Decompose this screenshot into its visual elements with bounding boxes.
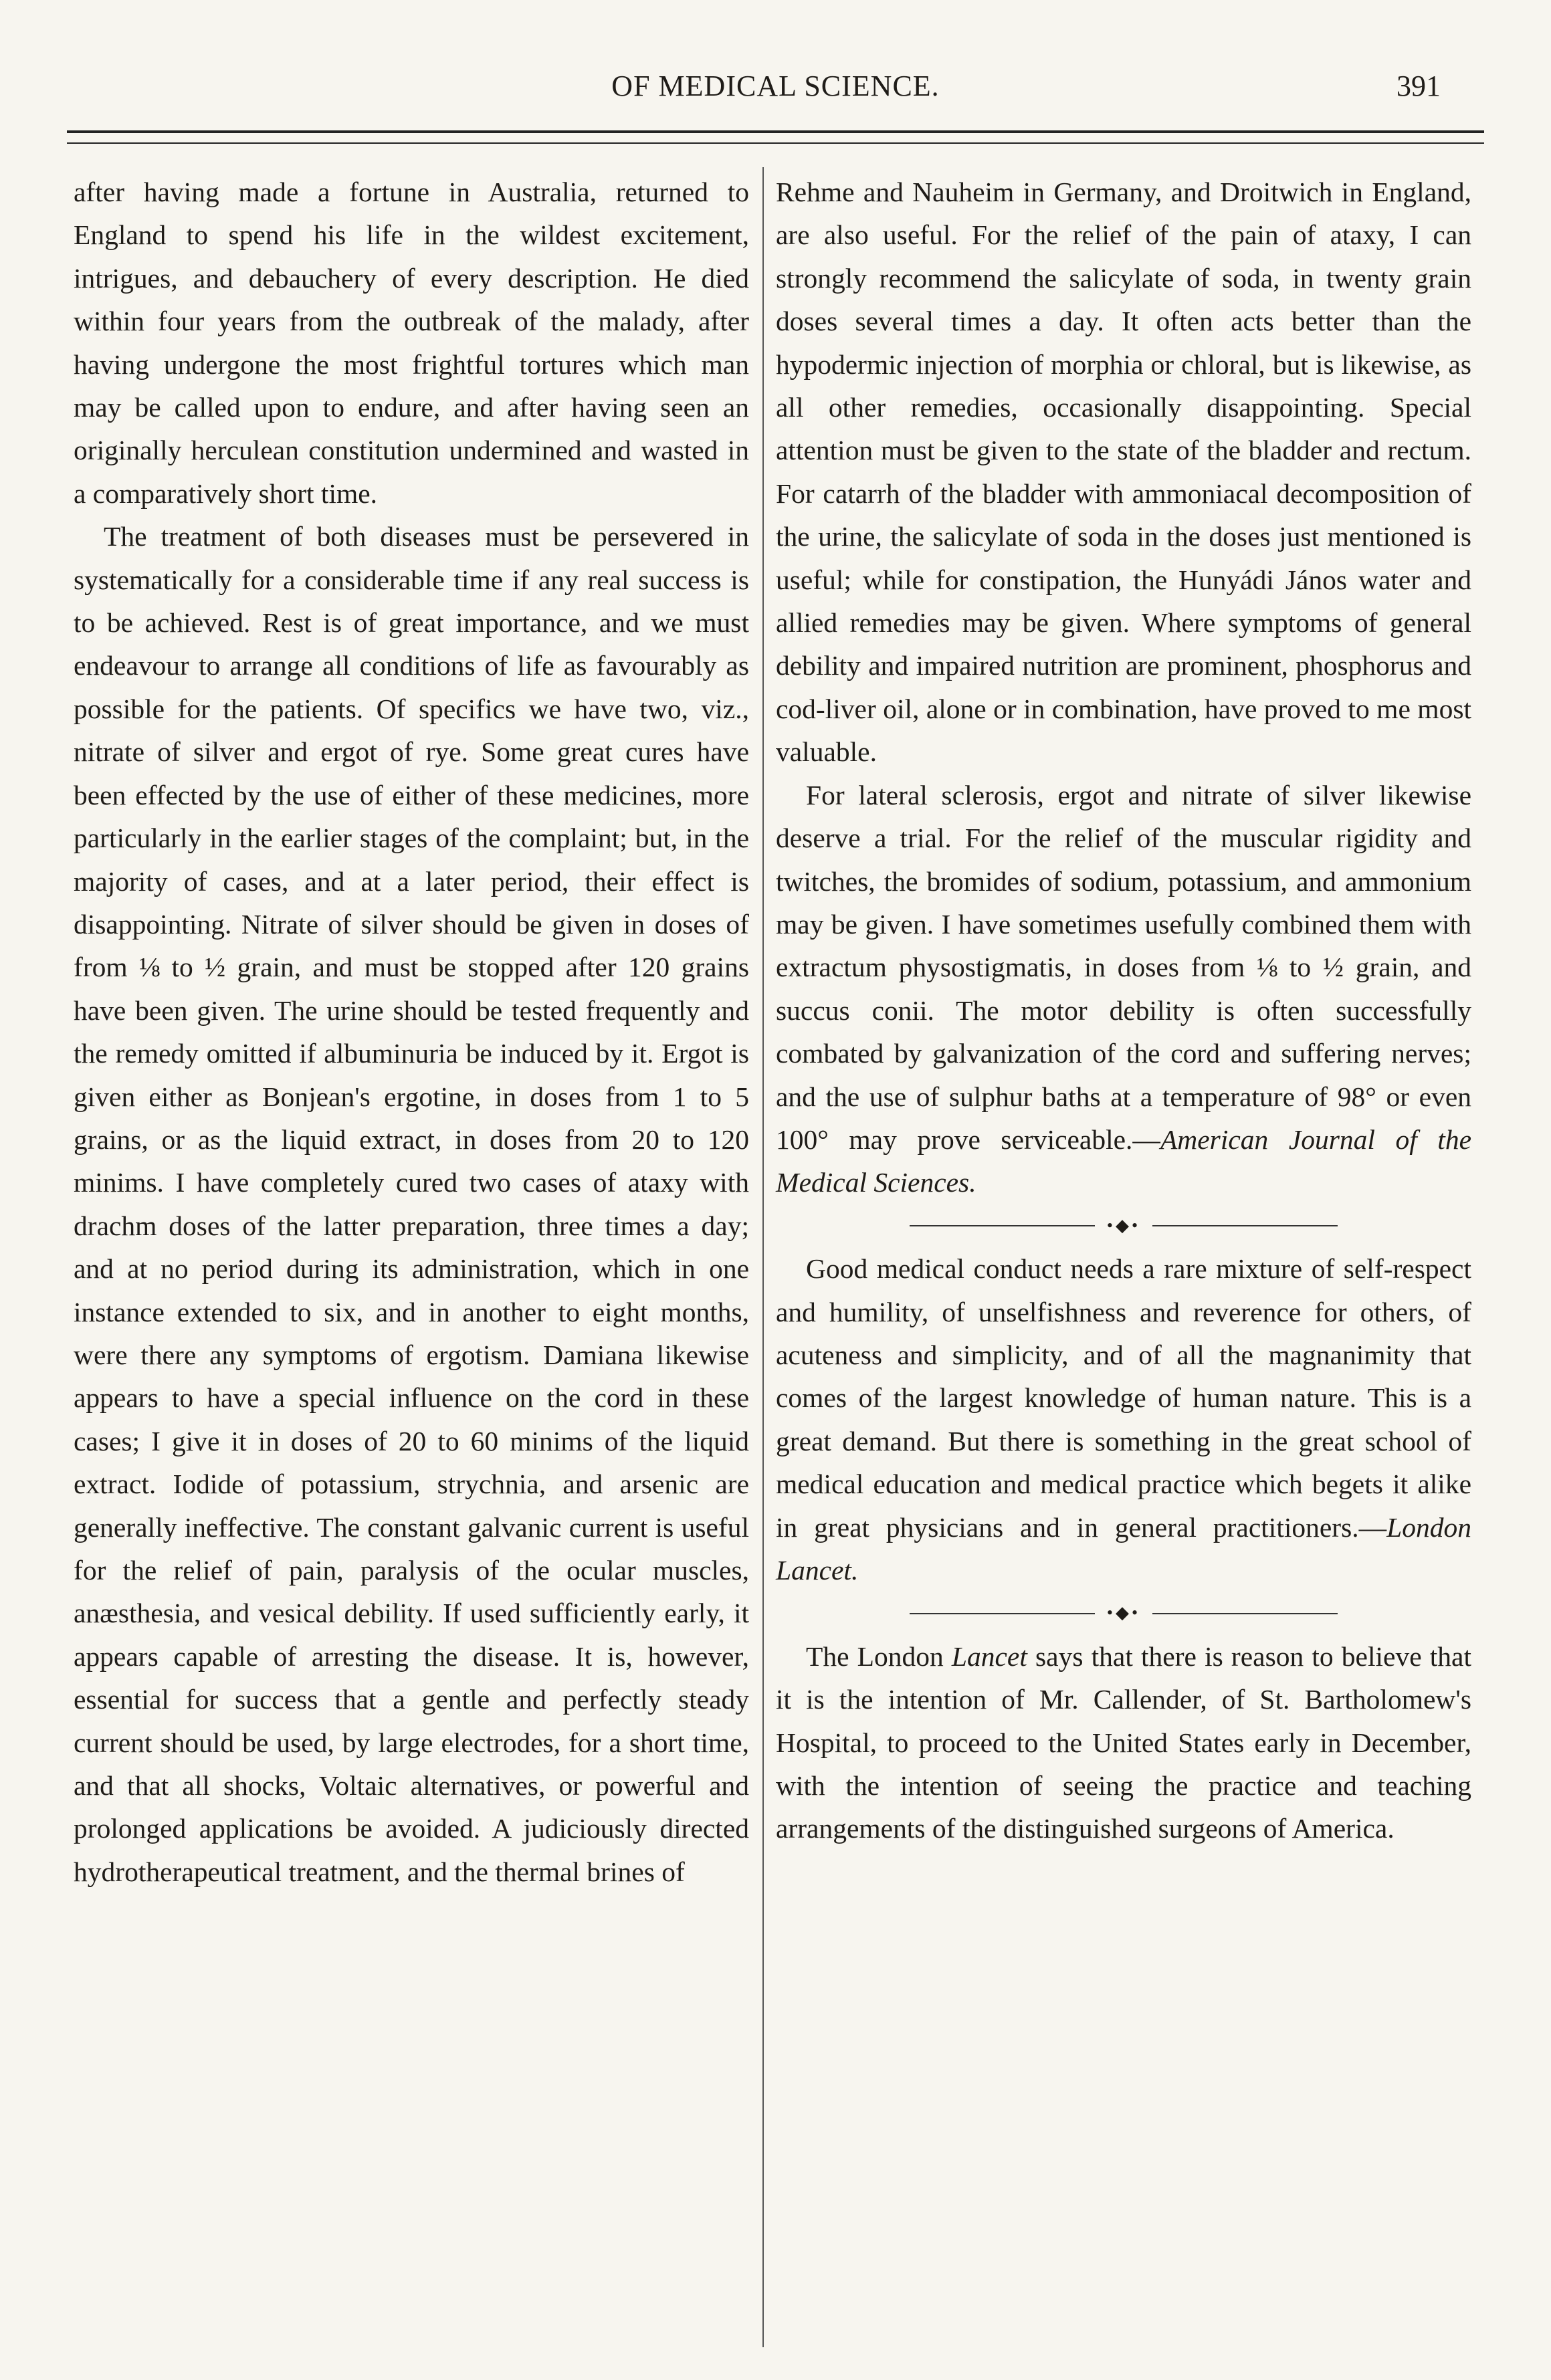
lateral-sclerosis-text: For lateral sclerosis, ergot and nitrate of silver likewise deserve a trial. For the relief of the muscular rigidity and twitches, the bromides of sodium, potassium, and ammonium may be given. I have sometimes usefully combined them with extractum physostigmatis, in doses from ⅛ to ½ grain, and succus conii. The motor debility is often successfully combated by galvanization of the cord and suffering nerves; and the use of sulphur baths at a temperature of 98° or even 100° may prove serviceable.— [776,779,1471,1155]
right-paragraph-continuation: Rehme and Nauheim in Germany, and Droitwich in England, are also useful. For the relief of the pain of ataxy, I can strongly recommend the salicylate of soda, in twenty grain doses several times a day. It often acts better than the hypodermic injection of morphia or chloral, but is likewise, as all other remedies, occasionally disappointing. Special attention must be given to the state of the bladder and rectum. For catarrh of the bladder with ammoniacal decomposition of the urine, the salicylate of soda in the doses just mentioned is useful; while for constipation, the Hunyádi János water and allied remedies may be given. Where symptoms of general debility and impaired nutrition are prominent, phosphorus and cod-liver oil, alone or in combination, have proved to me most valuable. [776,177,1471,768]
separator-line [1152,1613,1338,1614]
ornament-icon: •◆• [1106,1215,1141,1235]
section-separator [910,1204,1338,1247]
source-citation: London Lancet. [776,1511,1471,1586]
source-citation: American Journal of the Medical Sciences. [776,1123,1471,1198]
left-column [74,171,749,1893]
page-header [67,64,1484,117]
left-paragraph-treatment: The treatment of both diseases must be persevered in systematically for a considerable time if any real success is to be achieved. Rest is of great importance, and we must endeavour to arrange all conditions of life as favourably as possible for the patients. Of specifics we have two, viz., nitrate of silver and ergot of rye. Some great cures have been effected by the use of either of these medicines, more particularly in the earlier stages of the complaint; but, in the majority of cases, and at a later period, their effect is disappointing. Nitrate of silver should be given in doses of from ⅛ to ½ grain, and must be stopped after 120 grains have been given. The urine should be tested frequently and the remedy omitted if albuminuria be induced by it. Ergot is given either as Bonjean's ergotine, in doses from 1 to 5 grains, or as the liquid extract, in doses from 20 to 120 minims. I have completely cured two cases of ataxy with drachm doses of the latter preparation, three times a day; and at no period during its administration, which in one instance extended to six, and in another to eight months, were there any symptoms of ergotism. Damiana likewise appears to have a special influence on the cord in these cases; I give it in doses of 20 to 60 minims of the liquid extract. Iodide of potassium, strychnia, and arsenic are generally ineffective. The constant galvanic current is useful for the relief of pain, paralysis of the ocular muscles, anæsthesia, and vesical debility. If used sufficiently early, it appears capable of arresting the disease. It is, however, essential for success that a gentle and perfectly steady current should be used, by large electrodes, for a short time, and that all shocks, Voltaic alternatives, or powerful and prolonged applications be avoided. A judiciously directed hydrotherapeutical treatment, and the thermal brines of [74,521,749,1887]
left-paragraph-continuation: after having made a fortune in Australia, returned to England to spend his life in the wildest excitement, intrigues, and debauchery of every description. He died within four years from the outbreak of the malady, after having undergone the most frightful tortures which man may be called upon to endure, and after having seen an originally herculean constitution undermined and wasted in a comparatively short time. [74,177,749,509]
running-title: OF MEDICAL SCIENCE. [611,70,940,102]
header-rule [67,130,1484,144]
section-separator [910,1592,1338,1634]
right-paragraph-medical-conduct [776,1247,1471,1592]
separator-line [910,1613,1095,1614]
right-paragraph-lancet-news [776,1635,1471,1850]
ornament-icon: •◆• [1106,1603,1141,1623]
right-column [776,171,1471,1850]
separator-line [910,1225,1095,1226]
lancet-title: Lancet [951,1640,1027,1672]
lancet-news-pre: The London [806,1640,952,1672]
lancet-news-post: says that there is reason to believe that it is the intention of Mr. Callender, of St. Bartholomew's Hospital, to proceed to the United States early in December, with the intention of seeing the practice and teaching arrangements of the distinguished surgeons of America. [776,1640,1471,1844]
page-number: 391 [1397,70,1441,102]
column-divider [762,167,764,2347]
medical-conduct-text: Good medical conduct needs a rare mixture of self-respect and humility, of unselfishness and reverence for others, of acuteness and simplicity, and of all the magnanimity that comes of the largest knowledge of human nature. This is a great demand. But there is something in the great school of medical education and medical practice which begets it alike in great physicians and in general practitioners.— [776,1253,1471,1543]
right-paragraph-lateral-sclerosis [776,774,1471,1204]
separator-line [1152,1225,1338,1226]
